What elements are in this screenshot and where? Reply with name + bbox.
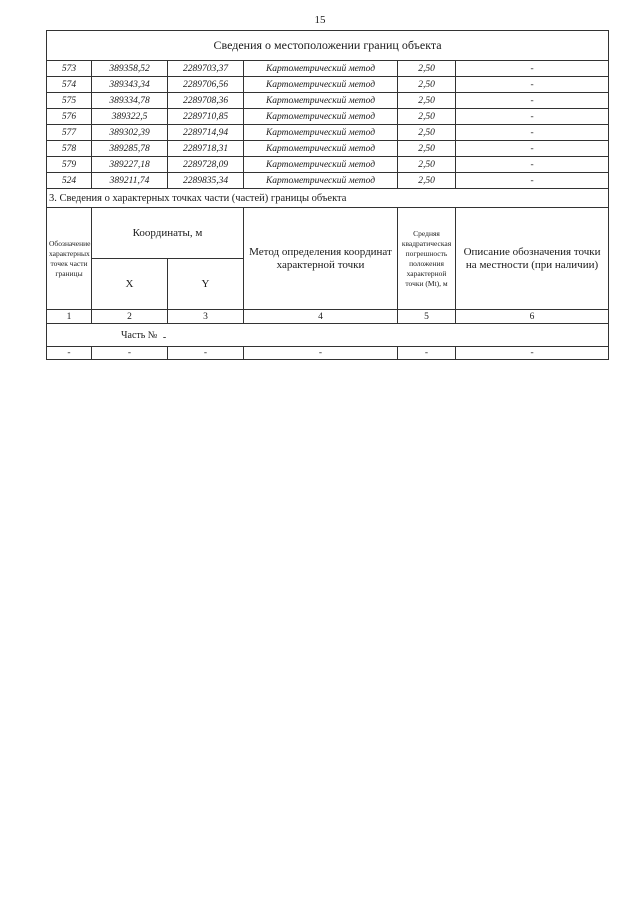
empty-cell: -: [47, 347, 92, 360]
empty-cell: -: [244, 347, 398, 360]
table-row: [47, 347, 609, 360]
header-description: Описание обозначения точки на местности (при наличии): [456, 208, 609, 310]
accuracy: 2,50: [398, 77, 456, 93]
coord-y: 2289714,94: [168, 125, 244, 141]
method: Картометрический метод: [244, 157, 398, 173]
coord-y: 2289703,37: [168, 61, 244, 77]
coord-x: 389302,39: [92, 125, 168, 141]
coord-x: 389322,5: [92, 109, 168, 125]
table-row: [47, 157, 609, 173]
table-row: [47, 77, 609, 93]
method: Картометрический метод: [244, 77, 398, 93]
coord-x: 389227,18: [92, 157, 168, 173]
coord-x: 389334,78: [92, 93, 168, 109]
description: -: [456, 141, 609, 157]
section-3-title: 3. Сведения о характерных точках части (частей) границы объекта: [47, 189, 609, 208]
point-number: 578: [47, 141, 92, 157]
column-number: 2: [92, 310, 168, 324]
point-number: 576: [47, 109, 92, 125]
empty-cell: -: [456, 347, 609, 360]
column-number: 1: [47, 310, 92, 324]
part-value: -: [162, 331, 167, 343]
table-row: [47, 173, 609, 189]
point-number: 573: [47, 61, 92, 77]
description: -: [456, 61, 609, 77]
description: -: [456, 109, 609, 125]
column-number: 4: [244, 310, 398, 324]
table-row: [47, 61, 609, 77]
coord-y: 2289710,85: [168, 109, 244, 125]
method: Картометрический метод: [244, 141, 398, 157]
coord-y: 2289706,56: [168, 77, 244, 93]
table-row: [47, 141, 609, 157]
accuracy: 2,50: [398, 109, 456, 125]
column-number: 3: [168, 310, 244, 324]
part-number-row: [47, 324, 609, 347]
coord-y: 2289718,31: [168, 141, 244, 157]
point-number: 577: [47, 125, 92, 141]
page-number: 15: [314, 14, 326, 26]
method: Картометрический метод: [244, 109, 398, 125]
part-label: Часть №: [121, 329, 158, 341]
description: -: [456, 173, 609, 189]
boundary-table: [46, 30, 609, 360]
coord-x: 389211,74: [92, 173, 168, 189]
accuracy: 2,50: [398, 157, 456, 173]
point-number: 579: [47, 157, 92, 173]
coord-x: 389358,52: [92, 61, 168, 77]
method: Картометрический метод: [244, 125, 398, 141]
table-row: [47, 109, 609, 125]
coord-x: 389285,78: [92, 141, 168, 157]
accuracy: 2,50: [398, 93, 456, 109]
header-method: Метод определения координат характерной точки: [244, 208, 398, 310]
header-y: Y: [168, 259, 244, 310]
empty-cell: -: [92, 347, 168, 360]
table-row: [47, 93, 609, 109]
method: Картометрический метод: [244, 93, 398, 109]
accuracy: 2,50: [398, 61, 456, 77]
header-accuracy: Средняя квадратическая погрешность положения характерной точки (Mt), м: [398, 208, 456, 310]
method: Картометрический метод: [244, 61, 398, 77]
accuracy: 2,50: [398, 125, 456, 141]
description: -: [456, 77, 609, 93]
empty-cell: -: [398, 347, 456, 360]
description: -: [456, 125, 609, 141]
header-x: X: [92, 259, 168, 310]
coord-x: 389343,34: [92, 77, 168, 93]
location-table-title: Сведения о местоположении границ объекта: [47, 31, 609, 61]
method: Картометрический метод: [244, 173, 398, 189]
column-number: 5: [398, 310, 456, 324]
coord-y: 2289835,34: [168, 173, 244, 189]
description: -: [456, 157, 609, 173]
coord-y: 2289728,09: [168, 157, 244, 173]
coord-y: 2289708,36: [168, 93, 244, 109]
point-number: 574: [47, 77, 92, 93]
point-number: 524: [47, 173, 92, 189]
table-row: [47, 125, 609, 141]
header-coordinates: Координаты, м: [92, 208, 244, 259]
accuracy: 2,50: [398, 141, 456, 157]
description: -: [456, 93, 609, 109]
point-number: 575: [47, 93, 92, 109]
column-number: 6: [456, 310, 609, 324]
header-point-designation: Обозначение характерных точек части границы: [47, 208, 92, 310]
column-numbers-row: [47, 310, 609, 324]
empty-cell: -: [168, 347, 244, 360]
accuracy: 2,50: [398, 173, 456, 189]
